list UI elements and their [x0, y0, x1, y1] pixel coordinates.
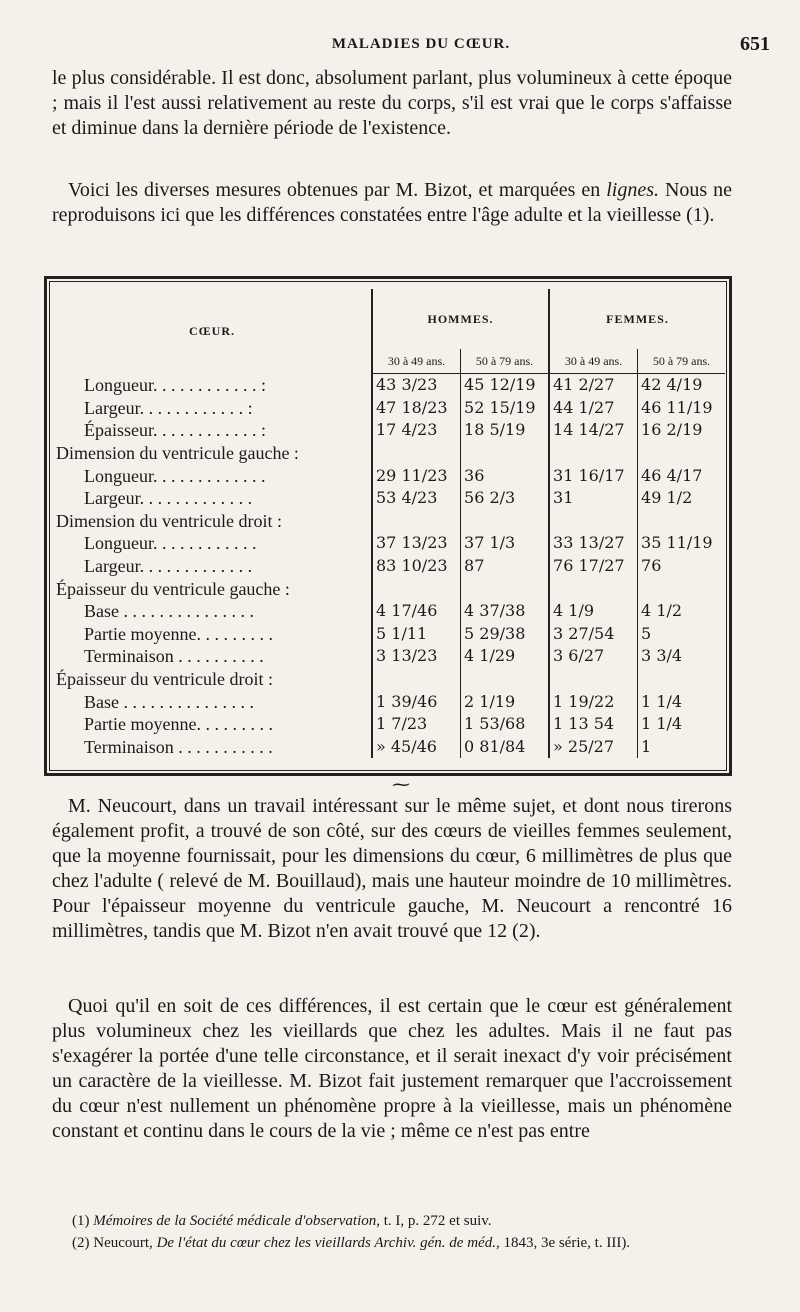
row-label: [53, 623, 372, 646]
table-cell: [461, 442, 550, 465]
table-cell: 52 15/19: [461, 397, 550, 420]
col-coeur-header: CŒUR.: [189, 323, 235, 338]
table-cell: 49 1/2: [638, 487, 725, 510]
table-cell: 17 4/23: [372, 419, 461, 442]
table-row: [53, 442, 725, 465]
table-cell: 37 1/3: [461, 532, 550, 555]
paragraph-2-part-a: Voici les diverses mesures obtenues par M. Bizot, et marquées en: [68, 179, 607, 201]
table-cell: 1 53/68: [461, 713, 550, 736]
row-label: [53, 736, 372, 759]
table-cell: [549, 668, 638, 691]
table-cell: 45 12/19: [461, 374, 550, 397]
table-cell: [638, 510, 725, 533]
paragraph-2: [52, 178, 732, 228]
paragraph-1: [52, 66, 732, 141]
table-cell: 1 7/23: [372, 713, 461, 736]
row-label: [53, 555, 372, 578]
table-row: [53, 690, 725, 713]
table-cell: 2 1/19: [461, 690, 550, 713]
table-cell: [372, 668, 461, 691]
table-cell: [372, 577, 461, 600]
row-label-text: Terminaison . . . . . . . . . . .: [84, 736, 273, 757]
subcol-hommes-30-49: 30 à 49 ans.: [372, 349, 461, 374]
paragraph-4-text: Quoi qu'il en soit de ces différences, il est certain que le cœur est généralement plus volumineux chez les vieillards que chez les adultes. Mais il ne faut pas s'exagérer la portée d'une telle circonstance, et il serait inexact d'y voir précisément un caractère de la vieillesse. M. Bizot fait justement remarquer que l'accroissement du cœur n'est nullement un phénomène propre à la vieillesse, mais un phénomène constant et continu dans le cours de la vie ; même ce n'est pas entre: [52, 995, 732, 1142]
table-cell: 3 13/23: [372, 645, 461, 668]
row-label-text: Base . . . . . . . . . . . . . . .: [84, 691, 254, 712]
table-cell: [461, 668, 550, 691]
paragraph-2-part-b: Nous ne reproduisons ici que les différences constatées entre l'âge adulte et la vieillesse (1).: [52, 179, 732, 226]
table-cell: 4 1/29: [461, 645, 550, 668]
table-row: [53, 668, 725, 691]
table-cell: [372, 442, 461, 465]
row-label-text: Longueur. . . . . . . . . . . . .: [84, 465, 266, 486]
footnote-1: [72, 1210, 732, 1232]
paragraph-1-text: le plus considérable. Il est donc, absolument parlant, plus volumineux à cette époque ; mais il l'est aussi relativement au reste du corps, s'il est vrai que le corps s'affaisse et diminue dans la dernière période de l'existence.: [52, 67, 732, 139]
row-label-text: Largeur. . . . . . . . . . . . .: [84, 488, 253, 509]
table-cell: [549, 577, 638, 600]
table-cell: 33 13/27: [549, 532, 638, 555]
table-row: [53, 736, 725, 759]
table-row: [53, 600, 725, 623]
table-row: [53, 419, 725, 442]
table-cell: 16 2/19: [638, 419, 725, 442]
table-row: [53, 397, 725, 420]
paragraph-4: [52, 994, 732, 1144]
row-label: [53, 374, 372, 397]
row-label-text: Épaisseur. . . . . . . . . . . . :: [84, 420, 266, 441]
table-cell: 1 39/46: [372, 690, 461, 713]
table-cell: 41 2/27: [549, 374, 638, 397]
table-cell: 4 17/46: [372, 600, 461, 623]
table-cell: 4 1/2: [638, 600, 725, 623]
footnote-1-title: Mémoires de la Société médicale d'observation: [93, 1213, 377, 1229]
row-section-label: [53, 510, 372, 533]
table-cell: 1 13 54: [549, 713, 638, 736]
table-cell: [638, 442, 725, 465]
row-label-text: Base . . . . . . . . . . . . . . .: [84, 601, 254, 622]
table-cell: 46 11/19: [638, 397, 725, 420]
table-row: [53, 510, 725, 533]
table-cell: 1 1/4: [638, 690, 725, 713]
row-label-text: Épaisseur du ventricule droit :: [56, 669, 273, 690]
table-row: [53, 532, 725, 555]
table-cell: 56 2/3: [461, 487, 550, 510]
table-cell: 76 17/27: [549, 555, 638, 578]
table-cell: [549, 510, 638, 533]
footnote-2: [72, 1232, 732, 1254]
table-row: [53, 713, 725, 736]
paragraph-2-text: [52, 178, 732, 228]
table-cell: 83 10/23: [372, 555, 461, 578]
table-row: [53, 645, 725, 668]
table-cell: 3 6/27: [549, 645, 638, 668]
table-cell: 1 19/22: [549, 690, 638, 713]
page-number: 651: [740, 32, 770, 55]
table-cell: 3 3/4: [638, 645, 725, 668]
row-label: [53, 487, 372, 510]
table-cell: 5 29/38: [461, 623, 550, 646]
row-label: [53, 600, 372, 623]
subcol-femmes-30-49: 30 à 49 ans.: [549, 349, 638, 374]
row-label-text: Partie moyenne. . . . . . . . .: [84, 623, 273, 644]
row-label: [53, 464, 372, 487]
table-cell: 4 37/38: [461, 600, 550, 623]
row-label: [53, 713, 372, 736]
footnote-1-num: (1): [72, 1213, 94, 1229]
table-cell: » 25/27: [549, 736, 638, 759]
table-cell: [638, 577, 725, 600]
table-cell: 87: [461, 555, 550, 578]
table-cell: 0 81/84: [461, 736, 550, 759]
measurements-grid: [53, 289, 725, 758]
footnote-2-title: De l'état du cœur chez les vieillards Archiv. gén. de méd.: [156, 1235, 496, 1251]
table-cell: 53 4/23: [372, 487, 461, 510]
table-cell: [461, 577, 550, 600]
footnote-2-num: (2) Neucourt,: [72, 1235, 157, 1251]
table-cell: 37 13/23: [372, 532, 461, 555]
row-label-text: Partie moyenne. . . . . . . . .: [84, 714, 273, 735]
running-head: MALADIES DU CŒUR.: [331, 35, 511, 52]
table-cell: » 45/46: [372, 736, 461, 759]
table-row: [53, 374, 725, 397]
col-hommes-header: HOMMES.: [372, 289, 549, 349]
table-cell: 47 18/23: [372, 397, 461, 420]
table-cell: 43 3/23: [372, 374, 461, 397]
table-cell: [461, 510, 550, 533]
footnote-1-rest: , t. I, p. 272 et suiv.: [376, 1213, 492, 1229]
table-cell: 31 16/17: [549, 464, 638, 487]
col-femmes-header: FEMMES.: [549, 289, 725, 349]
table-cell: 29 11/23: [372, 464, 461, 487]
footnotes: [72, 1210, 732, 1254]
row-section-label: [53, 442, 372, 465]
row-label-text: Longueur. . . . . . . . . . . .: [84, 533, 257, 554]
row-label-text: Longueur. . . . . . . . . . . . :: [84, 375, 266, 396]
table-cell: 14 14/27: [549, 419, 638, 442]
row-label-text: Épaisseur du ventricule gauche :: [56, 578, 290, 599]
row-label-text: Dimension du ventricule droit :: [56, 510, 282, 531]
row-label: [53, 419, 372, 442]
row-section-label: [53, 668, 372, 691]
table-row: [53, 464, 725, 487]
table-cell: 36: [461, 464, 550, 487]
table-cell: 1: [638, 736, 725, 759]
table-cell: 18 5/19: [461, 419, 550, 442]
row-label: [53, 397, 372, 420]
table-cell: [638, 668, 725, 691]
table-cell: 4 1/9: [549, 600, 638, 623]
table-cell: 76: [638, 555, 725, 578]
table-cell: 44 1/27: [549, 397, 638, 420]
row-label: [53, 690, 372, 713]
page-header: [52, 30, 770, 58]
row-section-label: [53, 577, 372, 600]
table-cell: 5 1/11: [372, 623, 461, 646]
row-label-text: Largeur. . . . . . . . . . . . :: [84, 397, 253, 418]
row-label-text: Terminaison . . . . . . . . . .: [84, 646, 264, 667]
table-row: [53, 623, 725, 646]
separator-ornament: ⁓: [392, 774, 410, 795]
table-cell: [549, 442, 638, 465]
table-row: [53, 487, 725, 510]
table-row: [53, 555, 725, 578]
paragraph-3: [52, 794, 732, 944]
measurements-table: [44, 276, 732, 776]
table-cell: 35 11/19: [638, 532, 725, 555]
table-cell: 46 4/17: [638, 464, 725, 487]
table-body: [53, 374, 725, 759]
paragraph-2-italic: lignes.: [606, 179, 659, 201]
row-label-text: Largeur. . . . . . . . . . . . .: [84, 556, 253, 577]
table-cell: 42 4/19: [638, 374, 725, 397]
row-label-text: Dimension du ventricule gauche :: [56, 443, 299, 464]
table-cell: 31: [549, 487, 638, 510]
subcol-hommes-50-79: 50 à 79 ans.: [461, 349, 550, 374]
table-cell: 5: [638, 623, 725, 646]
subcol-femmes-50-79: 50 à 79 ans.: [638, 349, 725, 374]
row-label: [53, 645, 372, 668]
table-row: [53, 577, 725, 600]
table-cell: [372, 510, 461, 533]
paragraph-3-text: M. Neucourt, dans un travail intéressant sur le même sujet, et dont nous tirerons également profit, a trouvé de son côté, sur des cœurs de vieilles femmes seulement, que la moyenne fournissait, pour les dimensions du cœur, 6 millimètres de plus que chez l'adulte ( relevé de M. Bouillaud), mais une hauteur moindre de 10 millimètres. Pour l'épaisseur moyenne du ventricule gauche, M. Neucourt a rencontré 16 millimètres, tandis que M. Bizot n'en avait trouvé que 12 (2).: [52, 795, 732, 942]
footnote-2-rest: , 1843, 3e série, t. III).: [495, 1235, 631, 1251]
row-label: [53, 532, 372, 555]
table-cell: 3 27/54: [549, 623, 638, 646]
table-cell: 1 1/4: [638, 713, 725, 736]
